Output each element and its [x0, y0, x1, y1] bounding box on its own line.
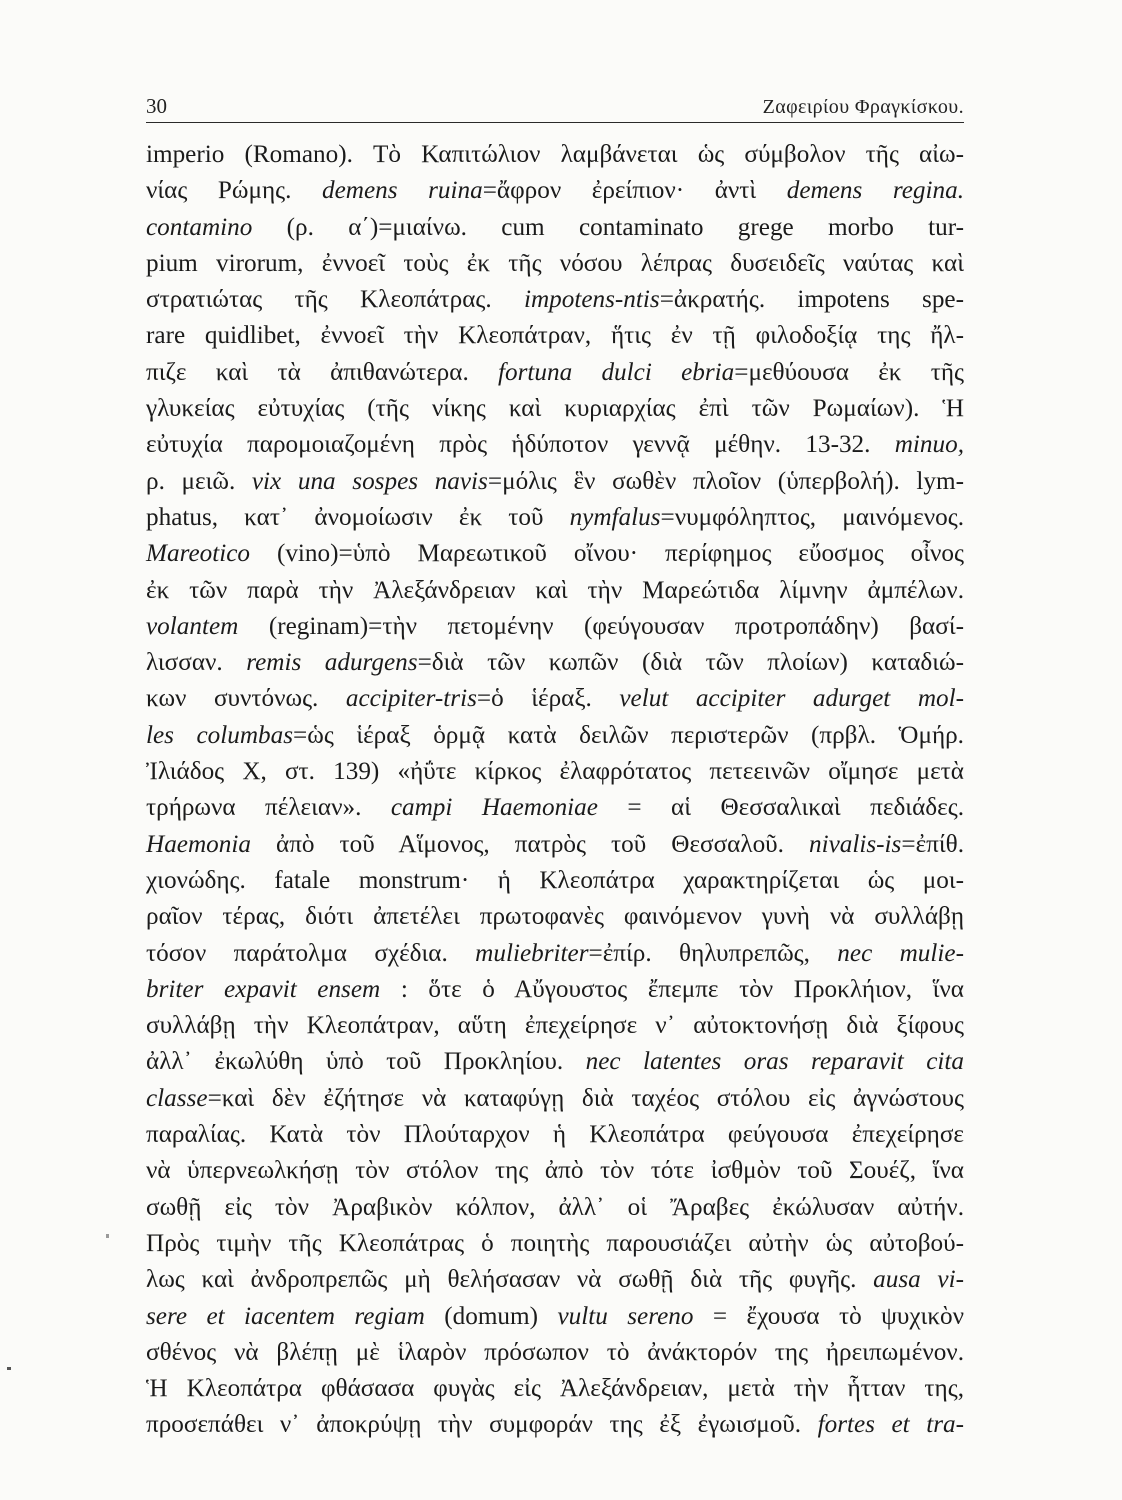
gloss-text: =ἀκρατής. impotens spe-	[659, 286, 964, 314]
commentary-body	[146, 137, 964, 1444]
text-line	[146, 1190, 964, 1226]
latin-lemma: sere et iacentem regiam	[146, 1302, 425, 1330]
text-line	[146, 391, 964, 427]
gloss-text: τρήρωνα πέλειαν».	[146, 794, 391, 822]
gloss-text: σωθῇ εἰς τὸν Ἀραβικὸν κόλπον, ἀλλ᾽ οἱ Ἄραβες ἐκώλυσαν αὐτήν.	[146, 1193, 964, 1221]
running-head-author: Ζαφειρίου Φραγκίσκου.	[762, 96, 964, 118]
gloss-text: γλυκείας εὐτυχίας (τῆς νίκης καὶ κυριαρχίας ἐπὶ τῶν Ρωμαίων). Ἡ	[146, 395, 964, 423]
text-line	[146, 355, 964, 391]
text-line	[146, 681, 964, 717]
scan-speck	[106, 1234, 109, 1238]
text-line	[146, 936, 964, 972]
latin-lemma: demens regina.	[786, 177, 964, 205]
gloss-text: (ρ. α΄)=μιαίνω. cum contaminato grege morbo tur-	[252, 213, 964, 241]
text-line	[146, 1299, 964, 1335]
text-line	[146, 210, 964, 246]
gloss-text: =ἐπίθ.	[901, 830, 964, 858]
latin-lemma: vix una sospes navis	[251, 467, 488, 495]
text-line	[146, 1008, 964, 1044]
gloss-text: νίας Ρώμης.	[146, 177, 323, 205]
text-line	[146, 1226, 964, 1262]
gloss-text: τόσον παράτολμα σχέδια.	[146, 939, 476, 967]
text-line	[146, 318, 964, 354]
latin-lemma: minuo,	[894, 431, 964, 459]
text-line	[146, 427, 964, 463]
gloss-text: ρ. μειῶ.	[146, 467, 252, 495]
gloss-text: κων συντόνως.	[146, 685, 346, 713]
gloss-text: προσεπάθει ν᾽ ἀποκρύψῃ τὴν συμφοράν της ἐξ ἐγωισμοῦ.	[146, 1411, 818, 1439]
latin-lemma: nec mulie-	[837, 939, 964, 967]
latin-lemma: velut accipiter adurget mol-	[619, 685, 964, 713]
text-line	[146, 827, 964, 863]
latin-lemma: muliebriter	[475, 939, 589, 967]
margin-mark	[7, 1367, 11, 1370]
text-line	[146, 173, 964, 209]
latin-lemma: volantem	[146, 612, 239, 640]
gloss-text: λισσαν.	[146, 649, 247, 677]
gloss-text: ἀλλ᾽ ἐκωλύθη ὑπὸ τοῦ Προκληίου.	[146, 1048, 586, 1076]
text-line	[146, 500, 964, 536]
latin-lemma: les columbas	[146, 721, 294, 749]
text-line	[146, 609, 964, 645]
latin-lemma: nec latentes oras reparavit cita	[585, 1048, 964, 1076]
gloss-text: ἀπὸ τοῦ Αἵμονος, πατρὸς τοῦ Θεσσαλοῦ.	[250, 830, 809, 858]
gloss-text: =ἐπίρ. θηλυπρεπῶς,	[588, 939, 838, 967]
latin-lemma: fortes et tra-	[817, 1411, 964, 1439]
gloss-text: =καὶ δὲν ἐζήτησε νὰ καταφύγῃ διὰ ταχέος στόλου εἰς ἀγνώστους	[207, 1084, 964, 1112]
text-line	[146, 246, 964, 282]
gloss-text: =διὰ τῶν κωπῶν (διὰ τῶν πλοίων) καταδιώ-	[417, 649, 965, 677]
text-line	[146, 536, 964, 572]
text-line	[146, 863, 964, 899]
running-header	[146, 88, 964, 123]
gloss-text: λως καὶ ἀνδροπρεπῶς μὴ θελήσασαν νὰ σωθῇ διὰ τῆς φυγῆς.	[146, 1266, 874, 1294]
text-line	[146, 137, 964, 173]
text-line	[146, 1117, 964, 1153]
text-line	[146, 645, 964, 681]
text-line	[146, 1044, 964, 1080]
gloss-text: Πρὸς τιμὴν τῆς Κλεοπάτρας ὁ ποιητὴς παρουσιάζει αὐτὴν ὡς αὐτοβού-	[146, 1229, 964, 1257]
latin-lemma: demens ruina	[322, 177, 483, 205]
latin-lemma: campi Haemoniae	[390, 794, 598, 822]
gloss-text: : ὅτε ὁ Αὔγουστος ἔπεμπε τὸν Προκλήιον, ἵνα	[380, 975, 964, 1003]
text-line	[146, 1335, 964, 1371]
gloss-text: pium virorum, ἐννοεῖ τοὺς ἐκ τῆς νόσου λέπρας δυσειδεῖς ναύτας καὶ	[146, 249, 964, 277]
gloss-text: rare quidlibet, ἐννοεῖ τὴν Κλεοπάτραν, ἥτις ἐν τῇ φιλοδοξίᾳ της ἤλ-	[146, 322, 964, 350]
gloss-text: στρατιώτας τῆς Κλεοπάτρας.	[146, 286, 524, 314]
text-line	[146, 573, 964, 609]
gloss-text: ἐκ τῶν παρὰ τὴν Ἀλεξάνδρειαν καὶ τὴν Μαρεώτιδα λίμνην ἀμπέλων.	[146, 576, 964, 604]
text-line	[146, 1407, 964, 1443]
gloss-text: =μεθύουσα ἐκ τῆς	[734, 358, 964, 386]
latin-lemma: nivalis-is	[809, 830, 902, 858]
gloss-text: ραῖον τέρας, διότι ἀπετέλει πρωτοφανὲς φαινόμενον γυνὴ νὰ συλλάβῃ	[146, 903, 964, 931]
gloss-text: εὐτυχία παρομοιαζομένη πρὸς ἡδύποτον γεννᾷ μέθην. 13-32.	[146, 431, 895, 459]
latin-lemma: classe	[146, 1084, 208, 1112]
gloss-text: Ἰλιάδος Χ, στ. 139) «ἠΰτε κίρκος ἐλαφρότατος πετεεινῶν οἴμησε μετὰ	[146, 758, 964, 786]
page-number: 30	[146, 94, 167, 118]
gloss-text: =ὡς ἱέραξ ὁρμᾷ κατὰ δειλῶν περιστερῶν (πρβλ. Ὁμήρ.	[293, 721, 964, 749]
gloss-text: νὰ ὑπερνεωλκήσῃ τὸν στόλον της ἀπὸ τὸν τότε ἰσθμὸν τοῦ Σουέζ, ἵνα	[146, 1157, 964, 1185]
text-line	[146, 1262, 964, 1298]
latin-lemma: contamino	[146, 213, 253, 241]
text-line	[146, 464, 964, 500]
text-line	[146, 899, 964, 935]
gloss-text: παραλίας. Κατὰ τὸν Πλούταρχον ἡ Κλεοπάτρα φεύγουσα ἐπεχείρησε	[146, 1121, 964, 1149]
gloss-text: = αἱ Θεσσαλικαὶ πεδιάδες.	[597, 794, 965, 822]
text-line	[146, 718, 964, 754]
gloss-text: (vino)=ὑπὸ Μαρεωτικοῦ οἴνου· περίφημος εὔοσμος οἶνος	[249, 540, 964, 568]
gloss-text: =νυμφόληπτος, μαινόμενος.	[660, 503, 964, 531]
text-line	[146, 1371, 964, 1407]
gloss-text: (domum)	[424, 1302, 558, 1330]
latin-lemma: Mareotico	[146, 540, 250, 568]
gloss-text: χιονώδης. fatale monstrum· ἡ Κλεοπάτρα χαρακτηρίζεται ὡς μοι-	[146, 866, 964, 894]
text-line	[146, 754, 964, 790]
text-line	[146, 282, 964, 318]
gloss-text: Ἡ Κλεοπάτρα φθάσασα φυγὰς εἰς Ἀλεξάνδρειαν, μετὰ τὴν ἧτταν της,	[146, 1375, 964, 1403]
gloss-text: =μόλις ἓν σωθὲν πλοῖον (ὑπερβολή). lym-	[487, 467, 964, 495]
gloss-text: = ἔχουσα τὸ ψυχικὸν	[693, 1302, 964, 1330]
latin-lemma: fortuna dulci ebria	[498, 358, 735, 386]
latin-lemma: remis adurgens	[246, 649, 418, 677]
text-line	[146, 1153, 964, 1189]
latin-lemma: accipiter-tris	[345, 685, 477, 713]
text-line	[146, 790, 964, 826]
gloss-text: συλλάβῃ τὴν Κλεοπάτραν, αὕτη ἐπεχείρησε ν᾽ αὐτοκτονήσῃ διὰ ξίφους	[146, 1012, 964, 1040]
latin-lemma: vultu sereno	[557, 1302, 694, 1330]
gloss-text: πιζε καὶ τὰ ἀπιθανώτερα.	[146, 358, 499, 386]
text-line	[146, 972, 964, 1008]
gloss-text: σθένος νὰ βλέπῃ μὲ ἱλαρὸν πρόσωπον τὸ ἀνάκτορόν της ἠρειπωμένον.	[146, 1338, 964, 1366]
latin-lemma: impotens-ntis	[523, 286, 660, 314]
text-line	[146, 1081, 964, 1117]
document-page	[146, 88, 964, 1444]
latin-lemma: nymfalus	[569, 503, 661, 531]
gloss-text: phatus, κατ᾽ ἀνομοίωσιν ἐκ τοῦ	[146, 503, 570, 531]
latin-lemma: briter expavit ensem	[146, 975, 381, 1003]
gloss-text: =ἄφρον ἐρείπιον· ἀντὶ	[482, 177, 787, 205]
gloss-text: imperio (Romano). Τὸ Καπιτώλιον λαμβάνεται ὡς σύμβολον τῆς αἰω-	[146, 141, 964, 168]
latin-lemma: ausa vi-	[873, 1266, 964, 1294]
latin-lemma: Haemonia	[146, 830, 251, 858]
gloss-text: (reginam)=τὴν πετομένην (φεύγουσαν προτροπάδην) βασί-	[238, 612, 964, 640]
gloss-text: =ὁ ἱέραξ.	[476, 685, 620, 713]
